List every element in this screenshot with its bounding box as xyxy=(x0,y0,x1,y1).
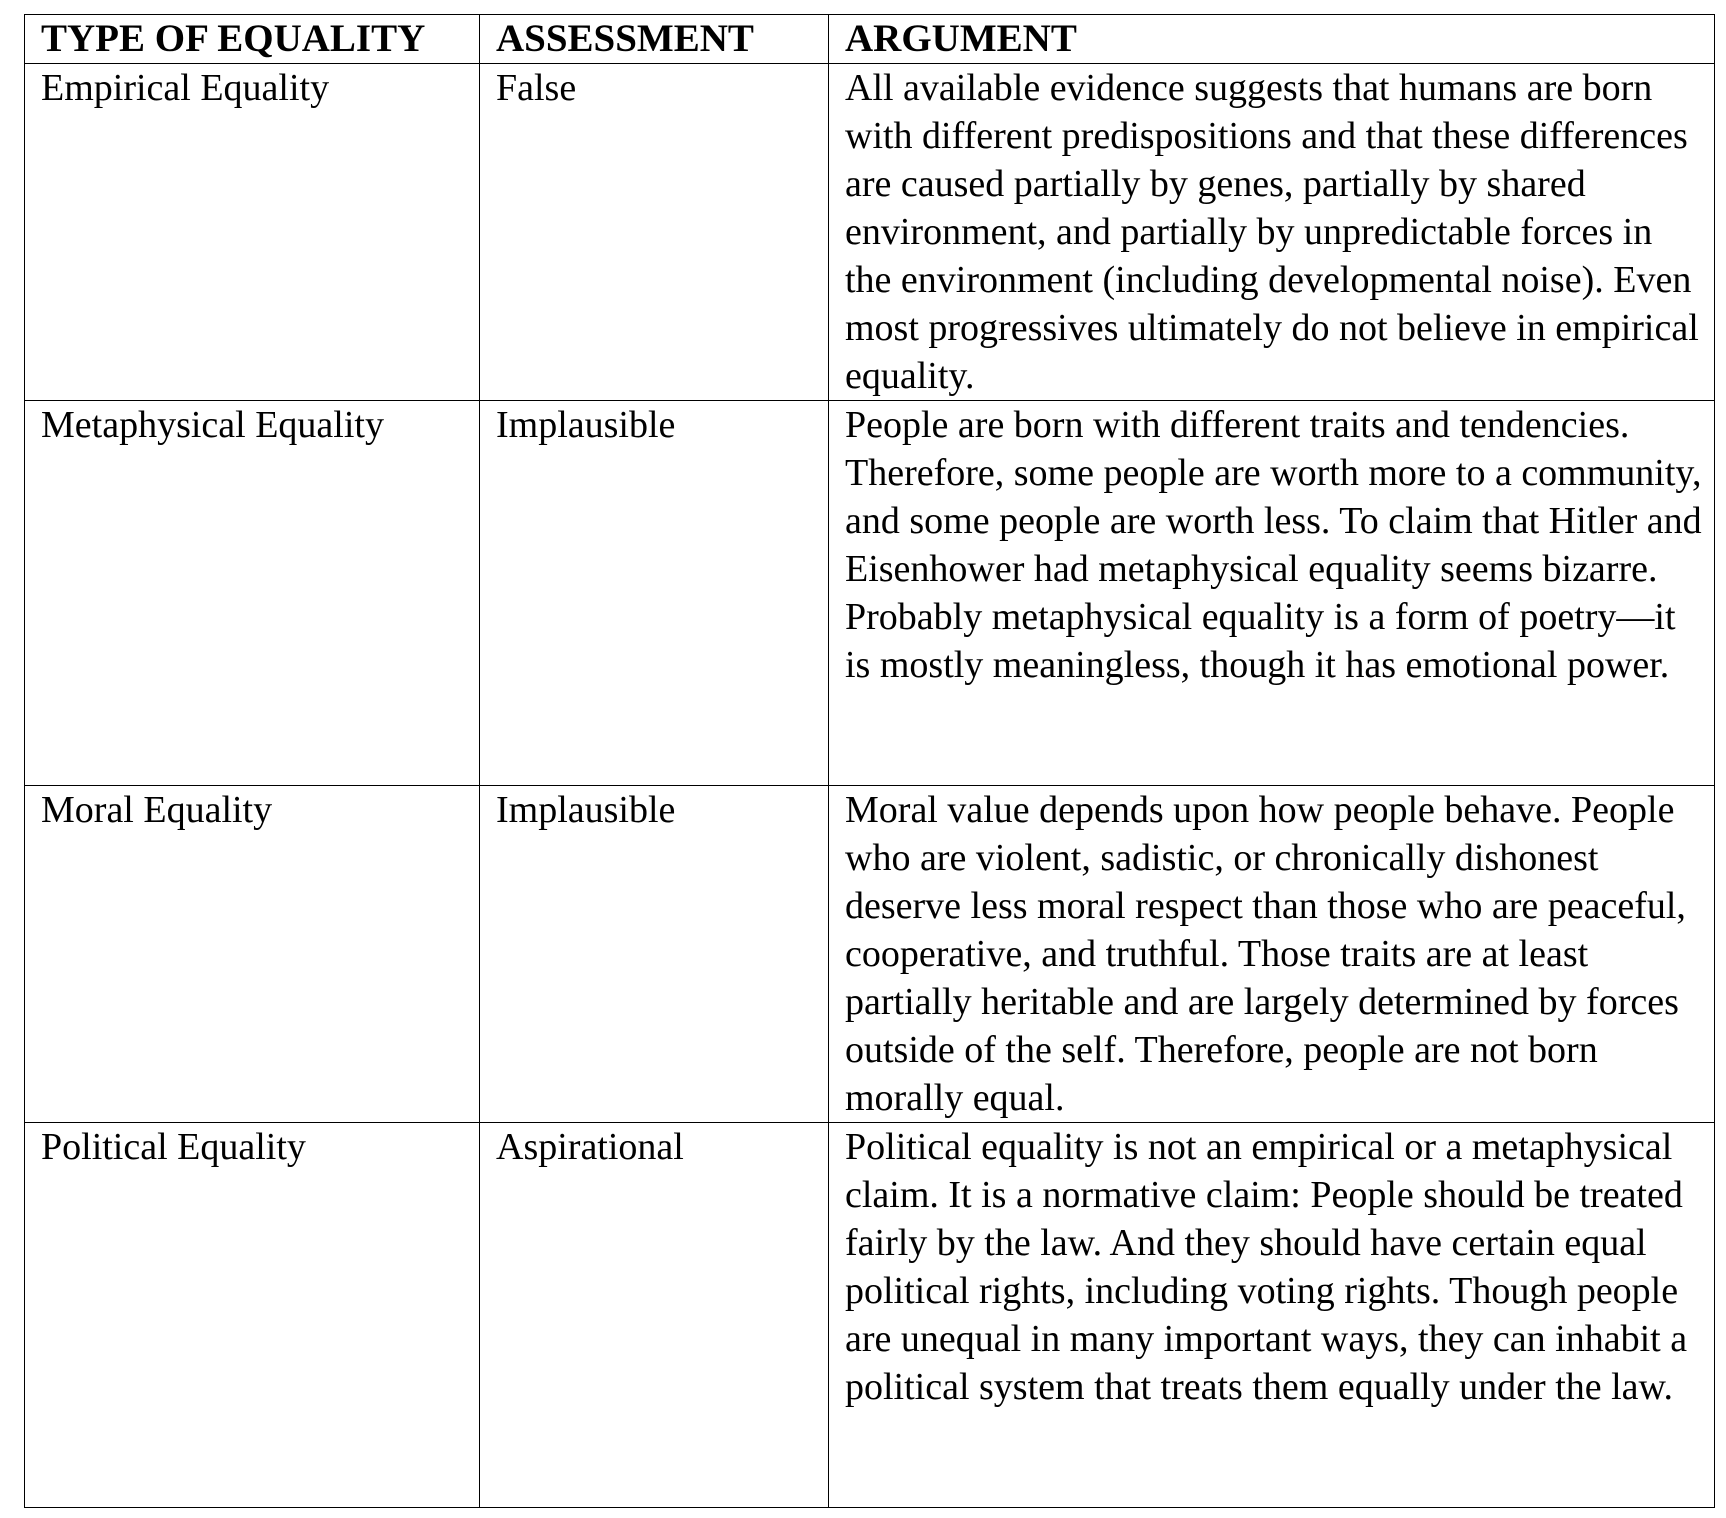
cell-argument: Political equality is not an empirical or a metaphysical claim. It is a normative claim: People should be treated fairly by the law. And they should have certain equal political rights, including voting rights. Though people are unequal in many important ways, they can inhabit a political system that treats them equally under the law. xyxy=(829,1123,1715,1508)
header-assessment: ASSESSMENT xyxy=(480,15,829,64)
cell-assessment: Implausible xyxy=(480,401,829,786)
cell-type: Metaphysical Equality xyxy=(25,401,480,786)
equality-table xyxy=(24,14,1715,1508)
cell-assessment: Implausible xyxy=(480,786,829,1123)
cell-argument: People are born with different traits and tendencies. Therefore, some people are worth more to a community, and some people are worth less. To claim that Hitler and Eisenhower had metaphysical equality seems bizarre. Probably metaphysical equality is a form of poetry—it is mostly meaningless, though it has emotional power. xyxy=(829,401,1715,786)
table-row xyxy=(25,786,1715,1123)
table-row xyxy=(25,401,1715,786)
table-row xyxy=(25,64,1715,401)
table-row xyxy=(25,1123,1715,1508)
cell-type: Political Equality xyxy=(25,1123,480,1508)
cell-type: Empirical Equality xyxy=(25,64,480,401)
table-header-row xyxy=(25,15,1715,64)
header-argument: ARGUMENT xyxy=(829,15,1715,64)
cell-assessment: Aspirational xyxy=(480,1123,829,1508)
cell-assessment: False xyxy=(480,64,829,401)
header-type-of-equality: TYPE OF EQUALITY xyxy=(25,15,480,64)
cell-type: Moral Equality xyxy=(25,786,480,1123)
cell-argument: Moral value depends upon how people behave. People who are violent, sadistic, or chronically dishonest deserve less moral respect than those who are peaceful, cooperative, and truthful. Those traits are at least partially heritable and are largely determined by forces outside of the self. Therefore, people are not born morally equal. xyxy=(829,786,1715,1123)
cell-argument: All available evidence suggests that humans are born with different predispositions and that these differences are caused partially by genes, partially by shared environment, and partially by unpredictable forces in the environment (including developmental noise). Even most progressives ultimately do not believe in empirical equality. xyxy=(829,64,1715,401)
